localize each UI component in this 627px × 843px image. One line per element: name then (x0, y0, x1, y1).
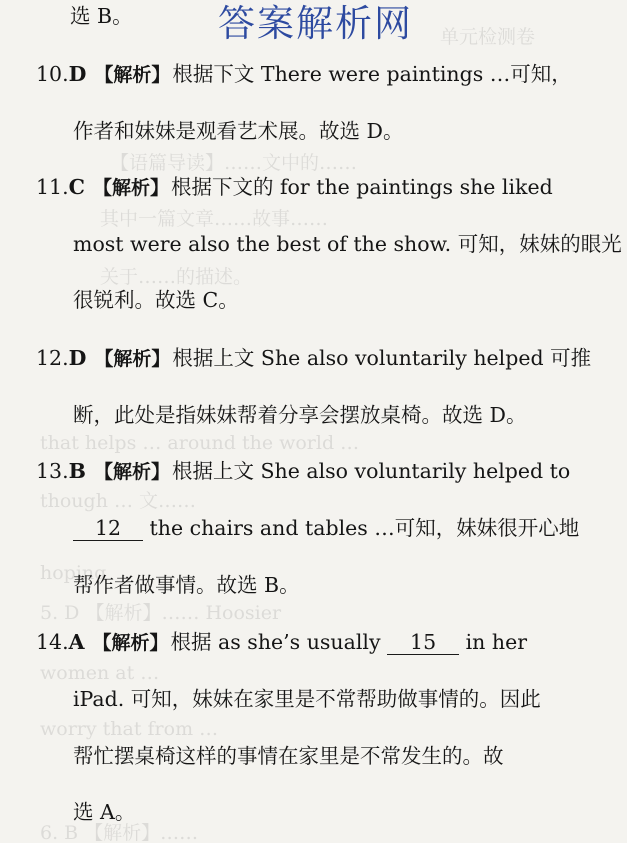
explanation-text: 根据下文 There were paintings …可知， (172, 62, 572, 86)
explanation-line: 很锐利。故选 C。 (73, 288, 239, 312)
explanation-text: 根据 as she’s usually (170, 630, 381, 654)
explanation-line: 选 A。 (73, 800, 136, 824)
answer-item-10 (36, 62, 572, 87)
site-watermark: 答案解析网 (218, 2, 413, 45)
bleed-through-text: that helps … around the world … (40, 432, 360, 454)
item-number: 12. (36, 346, 69, 370)
item-answer: A (68, 630, 85, 654)
analysis-tag: 【解析】 (94, 348, 171, 370)
explanation-text: in her (465, 630, 528, 654)
explanation-line: iPad. 可知，妹妹在家里是不常帮助做事情的。因此 (73, 687, 541, 711)
bleed-through-text: 关于……的描述。 (100, 266, 253, 288)
explanation-line: 帮作者做事情。故选 B。 (73, 573, 300, 597)
answer-item-11 (36, 175, 553, 200)
bleed-through-text: worry that from … (40, 718, 219, 740)
answer-item-13 (36, 459, 570, 484)
bleed-through-text: 其中一篇文章……故事…… (100, 208, 329, 230)
analysis-tag: 【解析】 (93, 461, 170, 483)
analysis-tag: 【解析】 (92, 632, 169, 654)
item-answer: C (68, 175, 85, 199)
analysis-tag: 【解析】 (92, 177, 169, 199)
explanation-line: 作者和妹妹是观看艺术展。故选 D。 (73, 119, 404, 143)
item-number: 13. (36, 459, 69, 483)
item-answer: B (68, 459, 86, 483)
explanation-text: the chairs and tables …可知，妹妹很开心地 (149, 516, 580, 540)
bleed-through-text: 【语篇导读】……文中的…… (110, 152, 358, 174)
fill-in-blank: 15 (387, 632, 459, 655)
bleed-through-text: women at … (40, 662, 160, 684)
item-number: 14. (36, 630, 69, 654)
item-number: 11. (36, 175, 69, 199)
explanation-line (73, 516, 579, 541)
previous-item-tail: 选 B。 (70, 4, 133, 28)
fill-in-blank: 12 (73, 518, 143, 541)
analysis-tag: 【解析】 (94, 64, 171, 86)
answer-item-14 (36, 630, 527, 655)
explanation-text: 根据上文 She also voluntarily helped to (171, 459, 571, 483)
bleed-through-text: 6. B 【解析】…… (40, 822, 199, 843)
explanation-text: 根据上文 She also voluntarily helped 可推 (172, 346, 592, 370)
item-answer: D (68, 62, 87, 86)
item-number: 10. (36, 62, 69, 86)
explanation-line: most were also the best of the show. 可知，妹妹的眼光 (73, 232, 622, 256)
explanation-line: 断，此处是指妹妹帮着分享会摆放桌椅。故选 D。 (73, 403, 527, 427)
explanation-text: 根据下文的 for the paintings she liked (170, 175, 553, 199)
bleed-through-text: hoping (40, 562, 107, 584)
bleed-through-text: 5. D 【解析】…… Hoosier (40, 602, 282, 624)
explanation-line: 帮忙摆桌椅这样的事情在家里是不常发生的。故 (73, 744, 504, 768)
bleed-through-text: though … 文…… (40, 490, 197, 512)
answer-item-12 (36, 346, 591, 371)
bleed-through-text: 单元检测卷 (440, 26, 536, 48)
item-answer: D (68, 346, 87, 370)
